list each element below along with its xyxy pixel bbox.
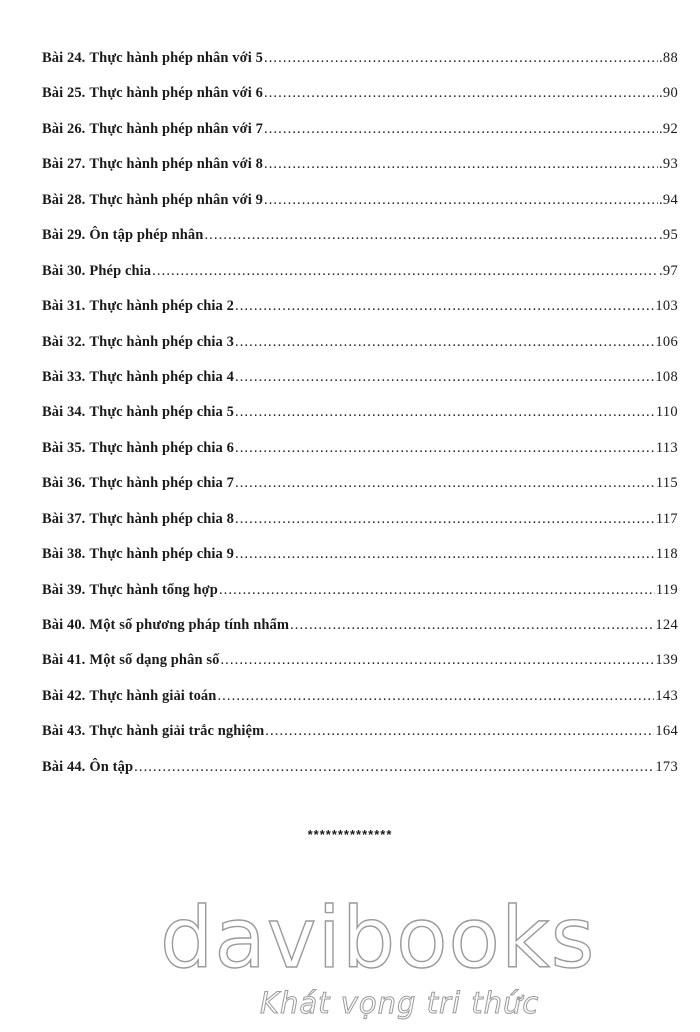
toc-entry-number: Bài 25.	[42, 85, 86, 102]
toc-entry-page: 115	[655, 475, 678, 492]
toc-entry-number: Bài 26.	[42, 120, 86, 137]
toc-entry-number: Bài 44.	[42, 758, 86, 775]
toc-entry-number: Bài 35.	[42, 439, 86, 456]
toc-entry-page: 108	[655, 368, 678, 385]
toc-entry-title: Thực hành phép nhân với 5	[89, 50, 263, 66]
toc-dot-leader	[219, 580, 655, 600]
toc-entry-number: Bài 29.	[42, 227, 86, 244]
toc-entry	[42, 650, 678, 685]
toc-entry-page: .95	[658, 227, 678, 244]
toc-entry-number: Bài 41.	[42, 652, 86, 669]
toc-dot-leader	[235, 332, 654, 352]
toc-dot-leader	[235, 296, 654, 316]
toc-entry	[42, 190, 678, 225]
toc-entry-page: .94	[658, 191, 678, 208]
toc-entry	[42, 83, 678, 118]
toc-entry-page: 117	[655, 510, 678, 527]
toc-dot-leader	[264, 119, 658, 139]
toc-entry-title: Thực hành giải toán	[89, 687, 217, 704]
toc-entry-title: Thực hành tổng hợp	[89, 581, 218, 598]
toc-entry	[42, 402, 678, 437]
toc-entry-page: 124	[655, 617, 678, 633]
toc-entry	[42, 509, 678, 544]
toc-dot-leader	[290, 615, 654, 635]
toc-entry	[42, 544, 678, 579]
toc-entry	[42, 367, 678, 402]
toc-entry-page: 113	[655, 439, 678, 456]
toc-dot-leader	[264, 83, 658, 103]
toc-entry-title: Thực hành phép chia 7	[89, 475, 234, 492]
section-separator: **************	[307, 827, 393, 842]
toc-entry-page: 118	[655, 546, 678, 563]
toc-entry-title: Thực hành phép nhân với 7	[89, 120, 263, 137]
toc-dot-leader	[235, 367, 654, 387]
toc-entry-number: Bài 36.	[42, 475, 86, 492]
toc-entry-page: .92	[658, 120, 678, 137]
toc-entry-page: .93	[658, 156, 678, 173]
toc-dot-leader	[235, 402, 655, 422]
toc-entry	[42, 721, 678, 756]
toc-entry-page: 173	[655, 758, 678, 775]
toc-list	[42, 48, 678, 792]
watermark-slogan: Khát vọng tri thức	[260, 986, 540, 1020]
toc-dot-leader	[235, 509, 655, 529]
toc-dot-leader	[264, 48, 658, 68]
toc-entry-number: Bài 32.	[42, 333, 86, 350]
toc-dot-leader	[235, 544, 655, 564]
toc-dot-leader	[235, 438, 655, 458]
toc-entry-title: Thực hành phép chia 9	[89, 546, 234, 563]
toc-entry	[42, 757, 678, 792]
toc-entry-number: Bài 28.	[42, 191, 86, 208]
toc-entry-page: .90	[658, 85, 678, 102]
toc-entry-page: 164	[655, 723, 678, 740]
toc-entry-number: Bài 40.	[42, 617, 86, 633]
toc-entry-page: 119	[655, 581, 678, 598]
toc-entry	[42, 48, 678, 83]
toc-entry-title: Thực hành phép nhân với 8	[89, 156, 263, 173]
toc-entry-number: Bài 30.	[42, 262, 86, 279]
toc-entry	[42, 686, 678, 721]
toc-entry	[42, 615, 678, 650]
toc-entry-title: Một số dạng phân số	[89, 652, 220, 669]
toc-dot-leader	[265, 721, 654, 741]
watermark-brand: davibooks	[160, 889, 596, 987]
toc-entry-number: Bài 31.	[42, 298, 86, 315]
toc-entry-number: Bài 27.	[42, 156, 86, 173]
toc-dot-leader	[152, 261, 658, 281]
toc-entry-number: Bài 24.	[42, 50, 86, 66]
toc-entry	[42, 332, 678, 367]
toc-entry-title: Thực hành phép chia 2	[89, 298, 234, 315]
toc-entry	[42, 154, 678, 189]
toc-dot-leader	[264, 190, 658, 210]
table-of-contents	[42, 48, 678, 792]
toc-entry-page: 110	[655, 404, 678, 421]
watermark	[0, 890, 700, 1032]
toc-entry-title: Ôn tập phép nhân	[89, 227, 204, 244]
toc-entry-title: Phép chia	[89, 262, 152, 279]
toc-entry-title: Ôn tập	[89, 758, 134, 775]
toc-entry-page: 103	[655, 298, 678, 315]
toc-dot-leader	[204, 225, 658, 245]
toc-entry-page: .97	[658, 262, 678, 279]
toc-entry	[42, 580, 678, 615]
toc-entry-page: .88	[658, 50, 678, 66]
toc-entry	[42, 473, 678, 508]
toc-entry-number: Bài 38.	[42, 546, 86, 563]
toc-entry-title: Thực hành phép chia 6	[89, 439, 234, 456]
toc-entry-title: Một số phương pháp tính nhẩm	[89, 617, 290, 633]
toc-entry	[42, 438, 678, 473]
toc-entry-number: Bài 37.	[42, 510, 86, 527]
toc-entry	[42, 261, 678, 296]
toc-dot-leader	[264, 154, 658, 174]
toc-dot-leader	[217, 686, 654, 706]
toc-dot-leader	[235, 473, 655, 493]
toc-entry	[42, 119, 678, 154]
toc-entry-title: Thực hành phép nhân với 9	[89, 191, 263, 208]
toc-entry-page: 143	[655, 687, 678, 704]
toc-entry-number: Bài 43.	[42, 723, 86, 740]
toc-entry-number: Bài 34.	[42, 404, 86, 421]
toc-entry-number: Bài 39.	[42, 581, 86, 598]
toc-dot-leader	[134, 757, 654, 777]
toc-dot-leader	[220, 650, 654, 670]
toc-entry-title: Thực hành phép chia 4	[89, 368, 234, 385]
toc-entry-title: Thực hành phép chia 5	[89, 404, 234, 421]
toc-entry-page: 139	[655, 652, 678, 669]
toc-entry-number: Bài 42.	[42, 687, 86, 704]
toc-entry-title: Thực hành phép nhân với 6	[89, 85, 263, 102]
toc-entry-title: Thực hành phép chia 8	[89, 510, 234, 527]
toc-entry-title: Thực hành giải trắc nghiệm	[89, 723, 265, 740]
toc-entry	[42, 296, 678, 331]
toc-entry-title: Thực hành phép chia 3	[89, 333, 234, 350]
toc-entry	[42, 225, 678, 260]
toc-entry-number: Bài 33.	[42, 368, 86, 385]
toc-entry-page: 106	[655, 333, 678, 350]
